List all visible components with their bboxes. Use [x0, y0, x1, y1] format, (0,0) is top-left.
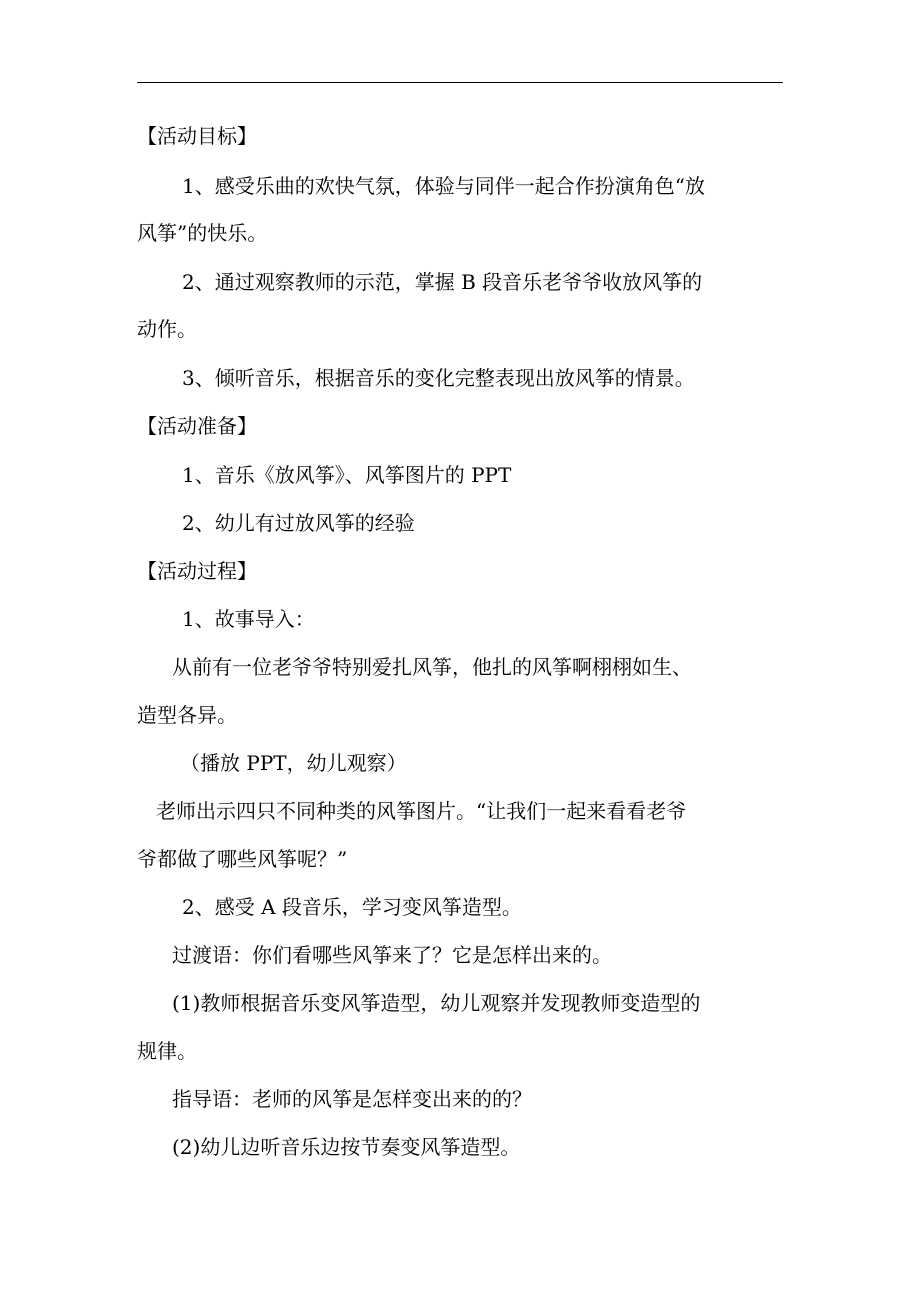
paragraph-line: 动作。 [137, 317, 197, 341]
paragraph-line: 3、倾听音乐，根据音乐的变化完整表现出放风筝的情景。 [182, 366, 695, 390]
paragraph-line: 1、故事导入： [182, 607, 315, 631]
header-rule [137, 82, 783, 83]
paragraph-line: 从前有一位老爷爷特别爱扎风筝，他扎的风筝啊栩栩如生、 [172, 655, 692, 679]
paragraph-line: 1、感受乐曲的欢快气氛，体验与同伴一起合作扮演角色“放 [182, 174, 705, 198]
paragraph-line: 造型各异。 [137, 703, 237, 727]
paragraph-line: 过渡语：你们看哪些风筝来了？它是怎样出来的。 [172, 943, 612, 967]
paragraph-line: 爷都做了哪些风筝呢？” [137, 847, 348, 871]
section-heading-goals: 【活动目标】 [137, 124, 257, 148]
paragraph-line: (2)幼儿边听音乐边按节奏变风筝造型。 [172, 1135, 521, 1159]
paragraph-line: (1)教师根据音乐变风筝造型，幼儿观察并发现教师变造型的 [172, 991, 701, 1015]
paragraph-line: 2、通过观察教师的示范，掌握 B 段音乐老爷爷收放风筝的 [182, 270, 703, 294]
paragraph-line: 规律。 [137, 1039, 197, 1063]
section-heading-process: 【活动过程】 [137, 559, 257, 583]
paragraph-line: 风筝”的快乐。 [137, 221, 268, 245]
section-heading-preparation: 【活动准备】 [137, 414, 257, 438]
paragraph-line: 指导语：老师的风筝是怎样变出来的的？ [172, 1087, 532, 1111]
paragraph-line: 1、音乐《放风筝》、风筝图片的 PPT [182, 463, 512, 487]
paragraph-line: 2、幼儿有过放风筝的经验 [182, 511, 415, 535]
paragraph-line: 老师出示四只不同种类的风筝图片。“让我们一起来看看老爷 [156, 799, 687, 823]
paragraph-line: （播放 PPT，幼儿观察） [180, 751, 407, 775]
paragraph-line: 2、感受 A 段音乐，学习变风筝造型。 [182, 895, 522, 919]
